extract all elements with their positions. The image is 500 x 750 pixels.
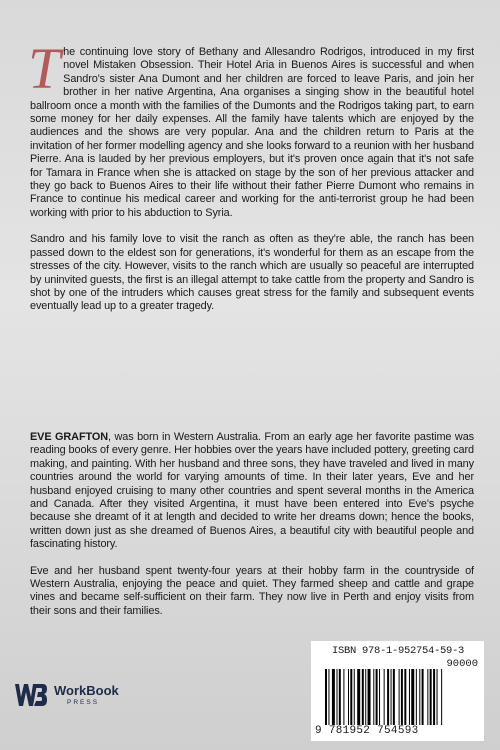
bio-paragraph-1-text: , was born in Western Australia. From an early age her favorite pastime was reading books of every genre. Her hobbies over the years have included pottery, greeting card making, and painting. With her husband and three sons, they have traveled and lived in many countries around the world for varying amounts of time. In their later years, Eve and her husband enjoyed cruising to many other countries and spent several months in the America and Canada. After they visited Argentina, it must have been entered into Eve's psyche because she dreamt of it at length and decided to write her dreams down; hence the books, written down just as she dreamed of Buenos Aires, a beautiful city with beautiful people and fascinating history.: [30, 431, 474, 551]
barcode-bar: [422, 669, 424, 725]
author-name: EVE GRAFTON: [30, 431, 108, 443]
blurb-paragraph-1-text: he continuing love story of Bethany and Allesandro Rodrigos, introduced in my first novel Mistaken Obsession. Their Hotel Aria in Buenos Aires is successful and when Sandro's sister Ana Dumont and her children are forced to leave Paris, and join her brother in her native Argentina, Ana organises a singing show in the beautiful hotel ballroom once a month with the families of the Dumonts and the Rodrigos taking part, to earn some money for her daily expenses. All the family have talents which are enjoyed by the audiences and the shows are very popular. Ana and the children return to Paris at the invitation of her former modelling agency and she looks forward to a reunion with her husband Pierre. Ana is lauded by her previous employers, but it's proven once again that it's not safe for Tamara in France when she is attacked on stage by the son of her previous attacker and they go back to Buenos Aires to their life without their father Pierre Dumont who remains in France to continue his medical career and working for the anti-terrorist group he had been working with prior to his abduction to Syria.: [30, 46, 474, 219]
barcode-bar: [350, 669, 352, 725]
barcode-bar: [328, 669, 329, 725]
bio-paragraph-2: Eve and her husband spent twenty-four years at their hobby farm in the countryside of Western Australia, enjoying the peace and quiet. They farmed sheep and cattle and grape vines and became self-sufficient on their farm. They now live in Perth and enjoy visits from their sons and their families.: [30, 564, 474, 617]
barcode-bar: [409, 669, 410, 725]
barcode-bar: [427, 669, 428, 725]
barcode-bar: [365, 669, 366, 725]
book-blurb: [28, 36, 474, 327]
barcode-bar: [368, 669, 371, 725]
barcode-bar: [399, 669, 400, 725]
barcode-bar: [387, 669, 389, 725]
barcode-bar: [441, 669, 442, 725]
workbook-logo-icon: [14, 680, 48, 710]
barcode-bars: [325, 669, 477, 725]
barcode-bar: [325, 669, 327, 725]
barcode-bar: [393, 669, 395, 725]
blurb-paragraph-1: [28, 36, 474, 220]
barcode-bar: [376, 669, 378, 725]
author-bio: [30, 431, 474, 631]
barcode-bar: [354, 669, 355, 725]
barcode-bar: [384, 669, 385, 725]
isbn-barcode: [311, 641, 484, 741]
barcode-bar: [373, 669, 374, 725]
barcode-bar: [379, 669, 380, 725]
price-code: 90000: [446, 658, 478, 670]
blurb-paragraph-2: Sandro and his family love to visit the ranch as often as they're able, the ranch has been passed down to the eldest son for generations, it's wonderful for them as an escape from the stresses of the city. However, visits to the ranch which are usually so peaceful are interrupted by uninvited guests, the first is an illegal attempt to take cattle from the property and Sandro is shot by one of the intruders which causes great stress for the family and subsequent events eventually lead up to a greater tragedy.: [30, 233, 474, 313]
barcode-bar: [416, 669, 417, 725]
barcode-bar: [337, 669, 338, 725]
barcode-bar: [433, 669, 435, 725]
bio-paragraph-1: [30, 431, 474, 552]
barcode-bar: [348, 669, 349, 725]
isbn-label: ISBN 978-1-952754-59-3: [331, 645, 465, 657]
barcode-bar: [404, 669, 406, 725]
publisher-sub: PRESS: [67, 699, 100, 706]
barcode-bar: [419, 669, 420, 725]
barcode-bar: [437, 669, 438, 725]
publisher-name: WorkBook: [54, 683, 119, 698]
barcode-bar: [343, 669, 344, 725]
barcode-bar: [411, 669, 414, 725]
barcode-bar: [357, 669, 360, 725]
barcode-digits: 9 781952 754593: [315, 725, 419, 737]
publisher-logo: [14, 680, 154, 710]
barcode-bar: [339, 669, 341, 725]
barcode-bar: [332, 669, 335, 725]
barcode-bar: [401, 669, 403, 725]
barcode-bar: [362, 669, 364, 725]
barcode-bar: [430, 669, 432, 725]
barcode-bar: [391, 669, 392, 725]
drop-cap: T: [28, 36, 61, 101]
